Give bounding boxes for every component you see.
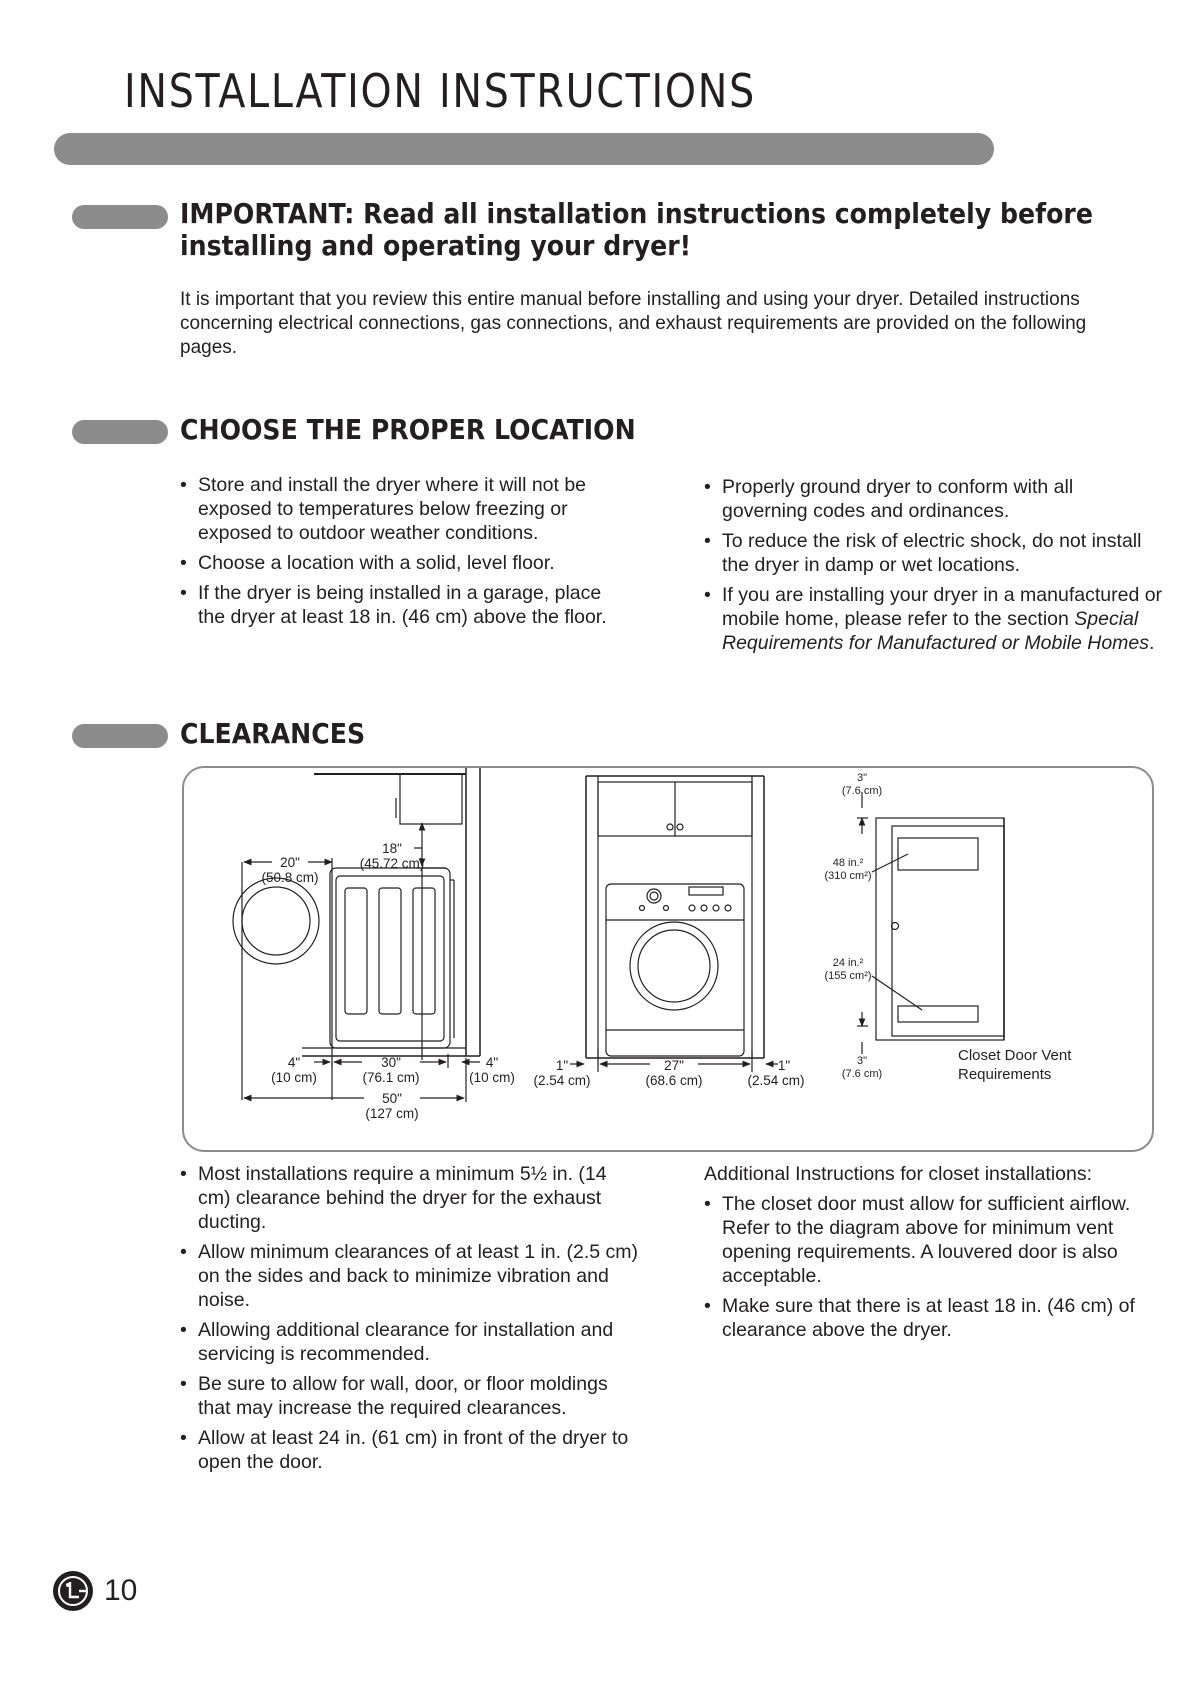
closet-lower-vent-cm: (155 cm²) [824, 970, 872, 982]
clearance-diagram-svg [184, 768, 1156, 1154]
closet-bottom-cm: (7.6 cm) [841, 1068, 883, 1080]
list-item: • Allow at least 24 in. (61 cm) in front of the dryer to open the door. [180, 1426, 640, 1474]
side-depth-cm: (76.1 cm) [362, 1070, 420, 1085]
closet-bottom-in: 3" [856, 1055, 868, 1067]
front-right-cm: (2.54 cm) [747, 1073, 805, 1088]
closet-upper-vent: 48 in.² [832, 857, 864, 869]
list-item: • Make sure that there is at least 18 in. (46 cm) of clearance above the dryer. [704, 1294, 1164, 1342]
front-left-cm: (2.54 cm) [533, 1073, 591, 1088]
list-item: • If the dryer is being installed in a garage, place the dryer at least 18 in. (46 cm) above the floor. [180, 581, 620, 629]
list-item: • Most installations require a minimum 5½ in. (14 cm) clearance behind the dryer for the exhaust ducting. [180, 1162, 640, 1234]
location-heading: CHOOSE THE PROPER LOCATION [180, 413, 636, 446]
closet-lower-vent: 24 in.² [832, 957, 864, 969]
side-front-in: 20" [280, 855, 300, 870]
list-item: • Store and install the dryer where it will not be exposed to temperatures below freezing or exposed to outdoor weather conditions. [180, 473, 620, 545]
closet-top-in: 3" [856, 772, 868, 784]
location-left-list [180, 473, 620, 635]
list-item: • Properly ground dryer to conform with all governing codes and ordinances. [704, 475, 1164, 523]
important-text: It is important that you review this entire manual before installing and using your dryer. Detailed instructions concerning electrical connections, gas connections, and exhaust requirements are provided on the following pages. [180, 289, 1087, 358]
mobile-home-reference: Special Requirements for Manufactured or Mobile Homes [722, 608, 1150, 654]
side-left-in: 4" [287, 1055, 301, 1070]
list-item: • Allowing additional clearance for installation and servicing is recommended. [180, 1318, 640, 1366]
closet-caption-line1: Closet Door Vent [958, 1047, 1072, 1064]
side-depth-in: 30" [381, 1055, 401, 1070]
list-item: • Be sure to allow for wall, door, or floor moldings that may increase the required clearances. [180, 1372, 640, 1420]
list-item: • Choose a location with a solid, level floor. [180, 551, 620, 575]
list-item [704, 583, 1164, 655]
side-total-in: 50" [382, 1091, 402, 1106]
section-marker-clearances [72, 724, 168, 748]
clearances-heading: CLEARANCES [180, 717, 366, 750]
side-total-cm: (127 cm) [365, 1106, 419, 1121]
clearances-right-list [704, 1192, 1164, 1348]
page-number: 10 [104, 1574, 138, 1607]
front-right-in: 1" [777, 1058, 791, 1073]
list-item: • Allow minimum clearances of at least 1 in. (2.5 cm) on the sides and back to minimize vibration and noise. [180, 1240, 640, 1312]
important-heading: IMPORTANT: Read all installation instructions completely before installing and operating your dryer! [180, 197, 1093, 262]
closet-caption-line2: Requirements [958, 1066, 1052, 1083]
section-marker-location [72, 420, 168, 444]
side-top-cm: (45.72 cm) [359, 856, 425, 871]
page-title: INSTALLATION INSTRUCTIONS [124, 64, 756, 118]
clearance-diagram [182, 766, 1154, 1152]
side-rear-cm: (10 cm) [469, 1070, 515, 1085]
location-right-list [704, 475, 1164, 661]
clearances-left-list [180, 1162, 640, 1480]
mobile-home-text: If you are installing your dryer in a manufactured or mobile home, please refer to the section [722, 584, 1163, 630]
front-left-in: 1" [555, 1058, 569, 1073]
front-width-cm: (68.6 cm) [645, 1073, 703, 1088]
front-width-in: 27" [664, 1058, 684, 1073]
closet-instructions-heading: Additional Instructions for closet installations: [704, 1163, 1093, 1185]
side-rear-in: 4" [485, 1055, 499, 1070]
side-left-cm: (10 cm) [271, 1070, 317, 1085]
list-item: • To reduce the risk of electric shock, do not install the dryer in damp or wet locations. [704, 529, 1164, 577]
mobile-home-suffix: . [1149, 632, 1155, 654]
closet-top-cm: (7.6 cm) [841, 785, 883, 797]
lg-logo-icon [52, 1570, 94, 1612]
front-view [570, 776, 778, 1072]
closet-upper-vent-cm: (310 cm²) [824, 870, 872, 882]
side-top-in: 18" [382, 841, 402, 856]
side-view [233, 768, 480, 1102]
title-bar [54, 133, 994, 165]
section-marker-important [72, 205, 168, 229]
side-front-cm: (50.8 cm) [261, 870, 319, 885]
list-item: • The closet door must allow for sufficient airflow. Refer to the diagram above for minimum vent opening requirements. A louvered door is also acceptable. [704, 1192, 1164, 1288]
closet-view [857, 792, 1004, 1054]
